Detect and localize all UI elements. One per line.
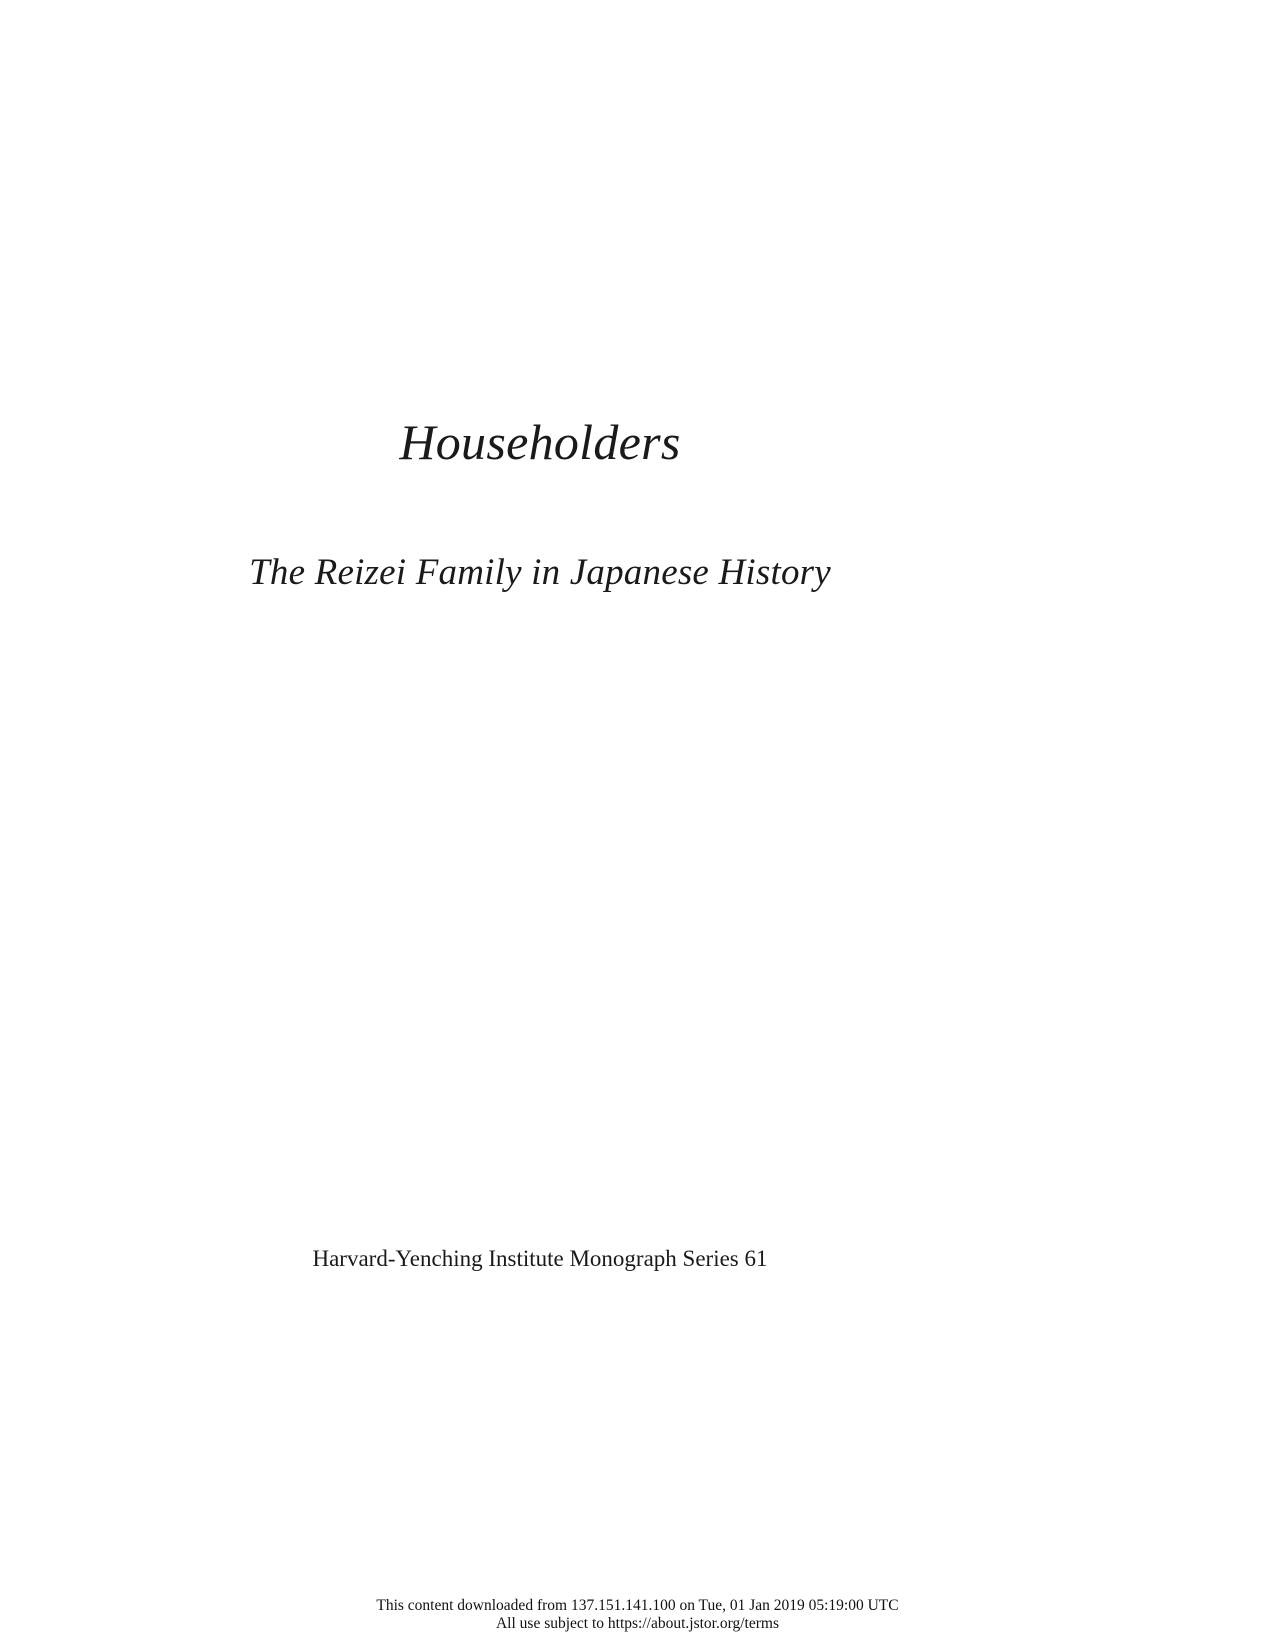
jstor-footer bbox=[0, 1597, 1275, 1633]
book-title: Householders bbox=[399, 414, 681, 470]
terms-notice: All use subject to https://about.jstor.org/terms bbox=[495, 1615, 779, 1632]
monograph-series: Harvard-Yenching Institute Monograph Series 61 bbox=[312, 1246, 768, 1271]
book-subtitle: The Reizei Family in Japanese History bbox=[249, 552, 831, 593]
download-notice: This content downloaded from 137.151.141.100 on Tue, 01 Jan 2019 05:19:00 UTC bbox=[376, 1597, 899, 1614]
